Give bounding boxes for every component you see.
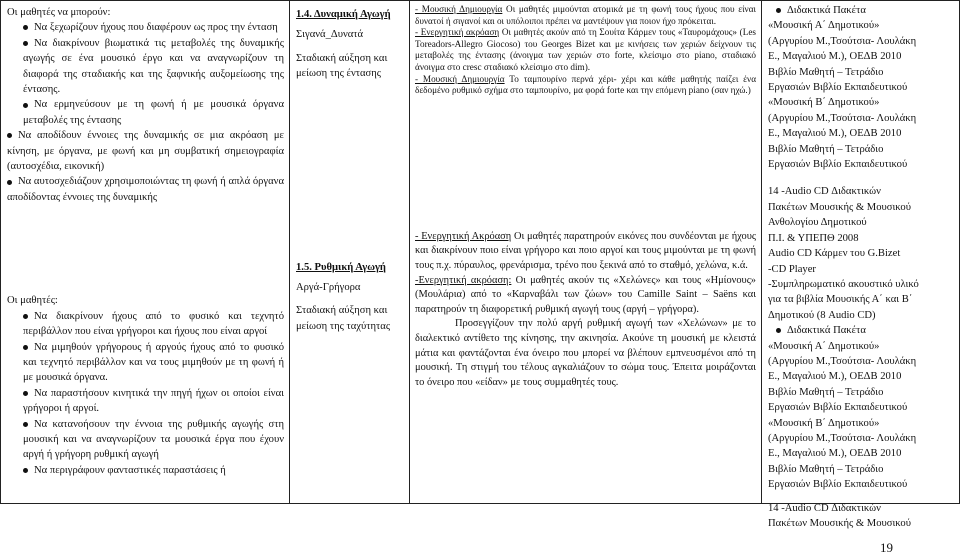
material-line: (Αργυρίου Μ.,Τσούτσια- Λουλάκη: [768, 112, 917, 124]
material-line: «Μουσική Β΄ Δημοτικού»: [768, 417, 880, 429]
material-line: «Μουσική Α΄ Δημοτικού»: [768, 340, 880, 352]
material-line: Π.Ι. & ΥΠΕΠΘ 2008: [768, 232, 859, 244]
page-number: 19: [880, 540, 893, 555]
material-line: Πακέτων Μουσικής & Μουσικού: [768, 518, 911, 529]
material-line: Εργασιών Βιβλίο Εκπαιδευτικού: [768, 479, 908, 491]
material-line: Βιβλίο Μαθητή – Τετράδιο: [768, 66, 884, 78]
material-line: Βιβλίο Μαθητή – Τετράδιο: [768, 386, 884, 398]
objective-item: Να παραστήσουν κινητικά την πηγή ήχων οι οποίοι είναι γρήγοροι ή αργοί.: [23, 387, 284, 415]
activity: -Ενεργητική ακρόαση: Οι μαθητές ακούν τις «Χελώνες» και τους «Ημίονους» (Μουλάρια) από το «Καρναβάλι των ζώων» του Camille Saint – Saëns και παρατηρούν τη διαφορετική ρυθμική αγωγή τους (αργή – γρήγορα).: [415, 274, 757, 315]
activity: - Ενεργητική Ακρόαση Οι μαθητές παρατηρούν εικόνες που συνδέονται με ήχους και διακρίνουν ποιο είναι γρήγορο και ποιο αργοί και τους μιμούνται με τη φωνή τους π.χ. πύραυλος, φρενάρισμα, τρένο που ξεκινά από το σταθμό, χελώνα, κ.ά.: [415, 230, 756, 271]
material-line: (Αργυρίου Μ.,Τσούτσια- Λουλάκη: [768, 35, 917, 47]
material-line: Ε., Μαγαλιού Μ.), ΟΕΔΒ 2010: [768, 51, 902, 63]
materials-column: [762, 1, 960, 529]
activity: Προσεγγίζουν την πολύ αργή ρυθμική αγωγή των «Χελώνων» με το διαλεκτικό αντίθετο της κίνησης, την ακινησία. Ακούνε τη μουσική με κλειστά μάτια και φαντάζονται ένα όνειρο που μπορεί να βλέπουν εμπνευσμένοι από τη μουσική. Τη στιγμή του τέλους αγκαλιάζουν το σώμα τους. Έπειτα μοιράζονται το όνειρο που «είδαν» με τους συμμαθητές τους.: [415, 318, 756, 388]
topic-line: Αργά-Γρήγορα: [296, 282, 361, 294]
material-line: Εργασιών Βιβλίο Εκπαιδευτικού: [768, 402, 908, 414]
objectives-column: [1, 1, 290, 504]
topic-line: Σταδιακή αύξηση και μείωση της έντασης: [296, 52, 388, 80]
activity: - Μουσική Δημιουργία Οι μαθητές μιμούνται ατομικά με τη φωνή τους ήχους που είναι δυνατοί ή σιγανοί και οι υπόλοιποι πρέπει να μαντέψουν για ποιον ήχο πρόκειται.: [415, 4, 756, 26]
bullet-icon: [23, 41, 28, 46]
material-line: -Συμπληρωματικό ακουστικό υλικό: [768, 278, 919, 290]
bullet-icon: [23, 345, 28, 350]
material-line: Εργασιών Βιβλίο Εκπαιδευτικού: [768, 159, 908, 171]
bullet-icon: [776, 8, 781, 13]
objectives-intro-2: Οι μαθητές:: [7, 295, 58, 307]
material-line: 14 -Audio CD Διδακτικών: [768, 186, 881, 198]
material-line: Δημοτικού (8 Audio CD): [768, 309, 876, 321]
activity: - Μουσική Δημιουργία Το ταμπουρίνο περνά χέρι- χέρι και κάθε μαθητής παίζει ένα δεδομένο ρυθμικό σχήμα στο ταμπουρίνο, μα φορά forte και την επόμενη piano (σαν ηχώ.): [415, 73, 757, 96]
topic-line: Σταδιακή αύξηση και μείωση της ταχύτητας: [296, 305, 391, 332]
bullet-icon: [7, 133, 12, 138]
material-line: Διδακτικά Πακέτα: [787, 325, 866, 337]
material-line: (Αργυρίου Μ.,Τσούτσια- Λουλάκη: [768, 432, 917, 444]
bullet-icon: [23, 103, 28, 108]
bullet-icon: [776, 328, 781, 333]
topic-title: 1.5. Ρυθμική Αγωγή: [296, 261, 386, 273]
objective-item: Να αυτοσχεδιάζουν χρησιμοποιώντας τη φωνή ή απλά όργανα αποδίδοντας έννοιες της δυναμικής: [7, 176, 284, 203]
material-line: Βιβλίο Μαθητή – Τετράδιο: [768, 143, 884, 155]
topic-line: Σιγανά_Δυνατά: [296, 29, 364, 41]
material-line: Ε., Μαγαλιού Μ.), ΟΕΔΒ 2010: [768, 128, 902, 140]
material-line: Ανθολογίου Δημοτικού: [768, 217, 867, 229]
objective-item: Να κατανοήσουν την έννοια της ρυθμικής αγωγής στη μουσική και να αναγνωρίζουν τα μουσικά έργα που έχουν αργή ή γρήγορη ρυθμική αγωγή: [23, 418, 284, 461]
bullet-icon: [23, 314, 28, 319]
objectives-intro: Οι μαθητές να μπορούν:: [7, 7, 111, 18]
objective-item: Να αποδίδουν έννοιες της δυναμικής σε μια ακρόαση με κίνηση, με όργανα, με φωνή και μη συμβατική σημειογραφία (αυτοσχέδια, εικονική): [7, 130, 284, 173]
material-line: Διδακτικά Πακέτα: [787, 5, 866, 16]
material-line: Βιβλίο Μαθητή – Τετράδιο: [768, 463, 884, 475]
material-line: Ε., Μαγαλιού Μ.), ΟΕΔΒ 2010: [768, 448, 902, 460]
topics-column: [290, 1, 410, 504]
activity: - Ενεργητική ακρόαση Οι μαθητές ακούν από τη Σουίτα Κάρμεν τους «Ταυρομάχους» (Les Toreadors-Allegro Giocoso) του Georges Bizet και με κινήσεις των χεριών δείχνουν τις μεταβολές της έντασης (άνοιγμα των χεριών στο forte, κλείσιμο στο piano, σταδιακό άνοιγμα στο cresc σταδιακό κλείσιμο στο dim).: [415, 27, 756, 72]
bullet-icon: [7, 180, 12, 185]
objective-item: Να ερμηνεύσουν με τη φωνή ή με μουσικά όργανα μεταβολές της έντασης: [23, 99, 284, 126]
material-line: -CD Player: [768, 263, 816, 275]
material-line: Πακέτων Μουσικής & Μουσικού: [768, 201, 911, 213]
objective-item: Να μιμηθούν γρήγορους ή αργούς ήχους από το φυσικό και τεχνητό περιβάλλον και να τους μιμηθούν με τη φωνή ή με μουσικά όργανα.: [23, 341, 284, 384]
bullet-icon: [23, 391, 28, 396]
objective-item: Να ξεχωρίζουν ήχους που διαφέρουν ως προς την ένταση: [7, 20, 284, 35]
objective-item: Να διακρίνουν βιωματικά τις μεταβολές της δυναμικής αγωγής σε ένα μουσικό έργο και να αναγνωρίζουν τη διαφορά της σταδιακής και της ξαφνικής αυξομείωσης της έντασης.: [23, 37, 284, 96]
material-line: Εργασιών Βιβλίο Εκπαιδευτικού: [768, 82, 908, 94]
material-line: (Αργυρίου Μ.,Τσούτσια- Λουλάκη: [768, 355, 917, 367]
material-line: «Μουσική Α΄ Δημοτικού»: [768, 20, 880, 32]
material-line: «Μουσική Β΄ Δημοτικού»: [768, 97, 880, 109]
bullet-icon: [23, 25, 28, 30]
material-line: Ε., Μαγαλιού Μ.), ΟΕΔΒ 2010: [768, 371, 902, 383]
topic-title: 1.4. Δυναμική Αγωγή: [296, 9, 391, 20]
activities-column: [410, 1, 762, 504]
bullet-icon: [23, 468, 28, 473]
material-line: 14 -Audio CD Διδακτικών: [768, 502, 881, 514]
objective-item: Να διακρίνουν ήχους από το φυσικό και τεχνητό περιβάλλον που είναι γρήγοροι και ήχους που είναι αργοί: [23, 310, 284, 338]
material-line: Audio CD Κάρμεν του G.Bizet: [768, 248, 901, 260]
material-line: για τα βιβλία Μουσικής Α΄ και Β΄: [768, 294, 913, 306]
bullet-icon: [23, 422, 28, 427]
objective-item: Να περιγράφουν φανταστικές παραστάσεις ή: [7, 463, 284, 478]
